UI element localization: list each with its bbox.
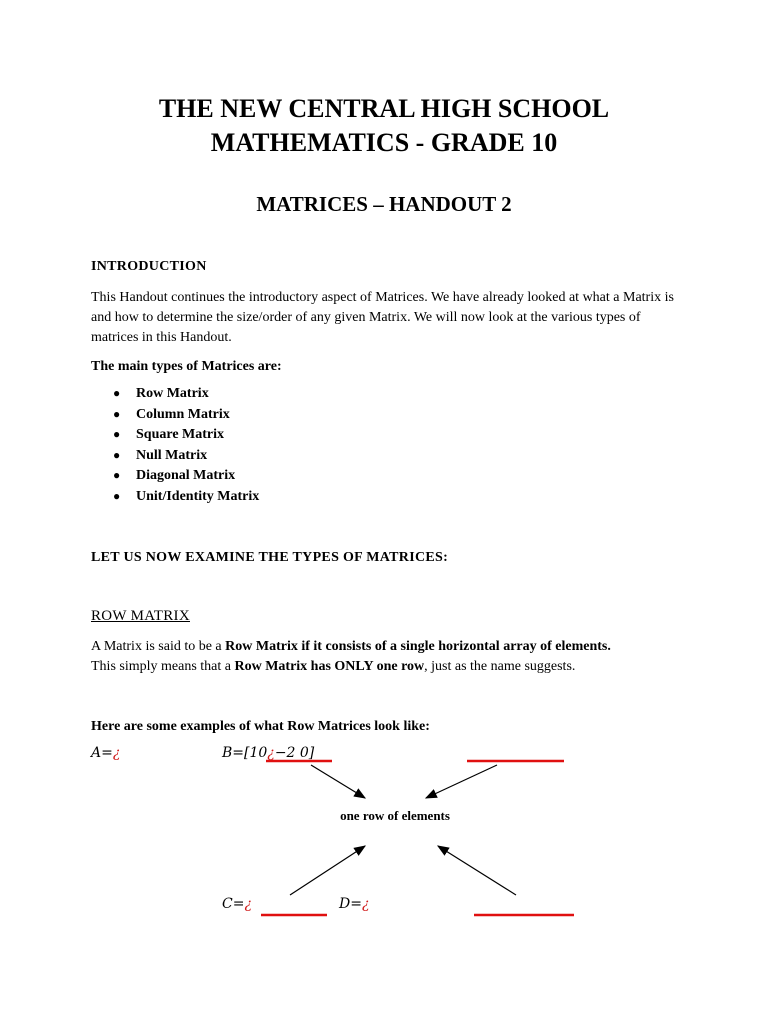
list-item: ● Null Matrix <box>113 447 208 463</box>
equation-d: D=¿ <box>339 896 370 912</box>
handout-title: MATRICES – HANDOUT 2 <box>256 192 512 216</box>
bullet-icon: ● <box>113 447 121 462</box>
bullet-icon: ● <box>113 468 121 482</box>
list-item: ● Unit/Identity Matrix <box>113 488 260 504</box>
list-item: ● Row Matrix <box>113 386 209 401</box>
intro-paragraph: This Handout continues the introductory aspect of Matrices. We have already looked at what a Matrix is and how to determine the size/order of any given Matrix. We will now look at the various types of matrices in this Handout. <box>91 290 674 345</box>
list-item: ● Square Matrix <box>113 427 225 442</box>
bullet-icon: ● <box>113 488 121 503</box>
school-title: THE NEW CENTRAL HIGH SCHOOL <box>158 94 610 123</box>
equation-a: A=¿ <box>91 745 121 761</box>
arrow <box>290 846 365 895</box>
examples-label: Here are some examples of what Row Matrices look like: <box>91 719 430 734</box>
arrow <box>438 846 516 895</box>
intro-heading: INTRODUCTION <box>91 259 207 274</box>
row-matrix-heading: ROW MATRIX <box>91 608 190 624</box>
list-item: ● Diagonal Matrix <box>113 468 236 483</box>
row-matrix-definition: A Matrix is said to be a Row Matrix if it consists of a single horizontal array of elements. This simply means that a Row Matrix has ONLY one row, just as the name suggests. <box>91 639 611 674</box>
bullet-icon: ● <box>113 386 121 400</box>
subject-title: MATHEMATICS - GRADE 10 <box>210 128 558 157</box>
list-item: ● Column Matrix <box>113 406 230 422</box>
types-label: The main types of Matrices are: <box>91 359 282 374</box>
arrow <box>311 765 365 798</box>
equation-b: B=[10¿−2 0] <box>222 745 315 761</box>
bullet-icon: ● <box>113 406 121 421</box>
equation-c: C=¿ <box>222 896 252 912</box>
bullet-icon: ● <box>113 427 121 441</box>
examine-heading: LET US NOW EXAMINE THE TYPES OF MATRICES: <box>91 550 449 565</box>
arrow <box>426 765 497 798</box>
arrow-caption: one row of elements <box>340 808 450 823</box>
